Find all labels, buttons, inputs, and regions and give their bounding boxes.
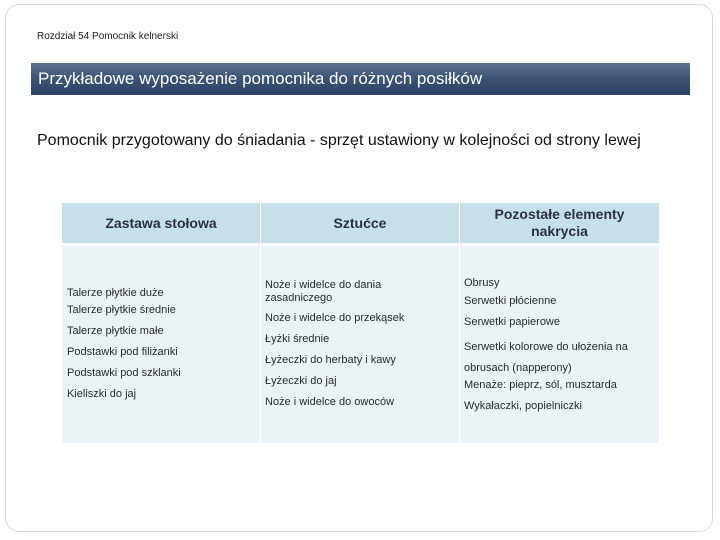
table-header-row — [62, 203, 659, 243]
page-title: Przykładowe wyposażenie pomocnika do różnych posiłków — [38, 69, 483, 88]
table-cell — [67, 346, 257, 359]
table-cell — [67, 304, 257, 317]
list-item: Łyżki średnie — [265, 333, 330, 345]
list-item: Podstawki pod filiżanki — [67, 346, 178, 358]
table-cell — [265, 396, 455, 409]
list-item: Talerze płytkie duże — [67, 287, 164, 299]
title-underline — [595, 94, 690, 95]
list-item: Serwetki płócienne — [464, 295, 557, 307]
table-cell — [464, 277, 654, 290]
list-item: Noże i widelce do przekąsek — [265, 312, 405, 324]
table-cell — [464, 295, 654, 308]
list-item: Talerze płytkie średnie — [67, 304, 176, 316]
list-item: Podstawki pod szklanki — [67, 367, 181, 379]
table-cell — [265, 312, 455, 325]
list-item: Menaże: pieprz, sól, musztarda — [464, 379, 617, 391]
list-item: Noże i widelce do dania zasadniczego — [265, 279, 382, 304]
list-item: Kieliszki do jaj — [67, 388, 137, 400]
list-item: Wykałaczki, popielniczki — [464, 400, 582, 412]
list-item: Talerze płytkie małe — [67, 325, 164, 337]
list-item: Łyżeczki do herbaty i kawy — [265, 354, 396, 366]
table-cell — [265, 354, 455, 367]
title-bar — [31, 63, 690, 95]
header-tableware: Zastawa stołowa — [105, 214, 217, 231]
table-cell — [464, 400, 654, 413]
table-cell — [67, 325, 257, 338]
list-item: Łyżeczki do jaj — [265, 375, 337, 387]
table-cell — [67, 367, 257, 380]
table-cell — [464, 337, 656, 379]
header-divider — [62, 243, 659, 246]
header-cutlery: Sztućce — [333, 214, 387, 231]
table-cell — [464, 316, 654, 329]
list-item: Serwetki kolorowe do ułożenia na obrusach (napperony) — [464, 341, 628, 374]
equipment-table — [62, 203, 659, 443]
list-item: Noże i widelce do owoców — [265, 396, 395, 408]
list-item: Obrusy — [464, 277, 500, 289]
header-other-elements: Pozostałe elementy nakrycia — [494, 206, 625, 239]
table-cell — [67, 287, 257, 300]
column-divider — [459, 203, 460, 443]
column-divider — [260, 203, 261, 443]
table-cell — [464, 379, 654, 392]
table-cell — [265, 333, 455, 346]
table-cell — [265, 279, 425, 305]
list-item: Serwetki papierowe — [464, 316, 560, 328]
table-cell — [67, 388, 257, 401]
chapter-label: Rozdział 54 Pomocnik kelnerski — [37, 31, 179, 42]
intro-text: Pomocnik przygotowany do śniadania - sprzęt ustawiony w kolejności od strony lewej — [37, 132, 641, 149]
table-cell — [265, 375, 455, 388]
